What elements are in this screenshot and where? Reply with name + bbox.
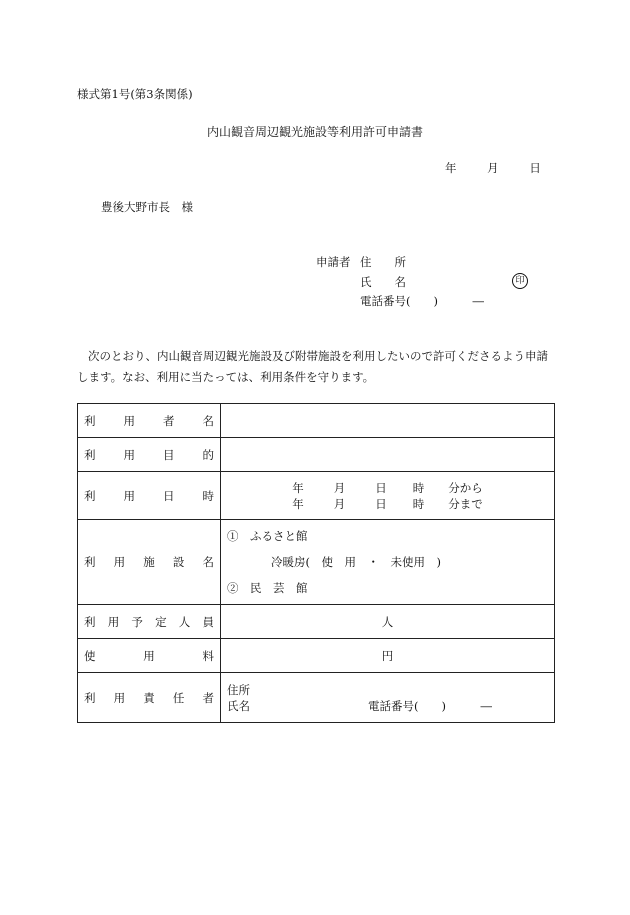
user-name-label: 利 用 者 名 [84, 413, 214, 428]
responsible-address-label: 住所 [227, 682, 250, 697]
purpose-label: 利 用 目 的 [84, 447, 214, 462]
seal-mark: 印 [512, 273, 528, 289]
applicant-name-label: 氏 名 [360, 275, 406, 289]
table-row [78, 404, 555, 438]
fee-field[interactable] [221, 639, 555, 673]
facility-mingei[interactable]: ② 民 芸 館 [227, 581, 308, 595]
applicant-label: 申請者 [316, 255, 351, 269]
table-row [78, 639, 555, 673]
responsible-phone-label: 電話番号( ) ― [368, 698, 492, 713]
responsible-name-row [227, 698, 554, 714]
date-month: 月 [487, 161, 499, 175]
user-name-field[interactable] [221, 404, 555, 438]
table-row [78, 520, 555, 605]
addressee: 豊後大野市長 様 [101, 200, 193, 214]
responsible-name-label: 氏名 [227, 698, 250, 713]
facility-field[interactable] [221, 520, 555, 605]
facility-label: 利 用 施 設 名 [84, 555, 214, 569]
facility-furusato[interactable]: ① ふるさと館 [227, 529, 308, 543]
fee-label-cell [78, 639, 221, 673]
facility-label-cell [78, 520, 221, 605]
fee-label: 使 用 料 [84, 648, 214, 663]
applicant-phone-label: 電話番号( ) ― [360, 294, 484, 308]
application-statement: 次のとおり、内山観音周辺観光施設及び附帯施設を利用したいので許可くださるよう申請します。なお、利用に当たっては、利用条件を守ります。 [77, 349, 548, 384]
document-title: 内山観音周辺観光施設等利用許可申請書 [206, 125, 423, 139]
purpose-label-cell [78, 438, 221, 472]
application-form-table [77, 403, 555, 723]
applicant-address-label: 住 所 [360, 255, 406, 269]
people-field[interactable] [221, 605, 555, 639]
datetime-from: 年 月 日 時 分から [292, 480, 483, 495]
date-day: 日 [529, 161, 541, 175]
purpose-field[interactable] [221, 438, 555, 472]
table-row [78, 472, 555, 520]
fee-unit: 円 [381, 648, 394, 663]
people-label-cell [78, 605, 221, 639]
people-unit: 人 [381, 614, 394, 629]
table-row [78, 438, 555, 472]
date-year: 年 [445, 161, 457, 175]
user-name-label-cell [78, 404, 221, 438]
datetime-label: 利 用 日 時 [84, 488, 214, 503]
people-label: 利 用 予 定 人 員 [84, 614, 214, 629]
table-row [78, 673, 555, 723]
datetime-label-cell [78, 472, 221, 520]
datetime-to: 年 月 日 時 分まで [292, 496, 483, 511]
responsible-label-cell [78, 673, 221, 723]
facility-heating-option[interactable]: 冷暖房( 使 用 ・ 未使用 ) [271, 555, 441, 569]
table-row [78, 605, 555, 639]
responsible-field[interactable] [221, 673, 555, 723]
datetime-field[interactable] [221, 472, 555, 520]
form-number: 様式第1号(第3条関係) [77, 87, 193, 101]
responsible-label: 利 用 責 任 者 [84, 690, 214, 705]
date-line [445, 160, 541, 176]
